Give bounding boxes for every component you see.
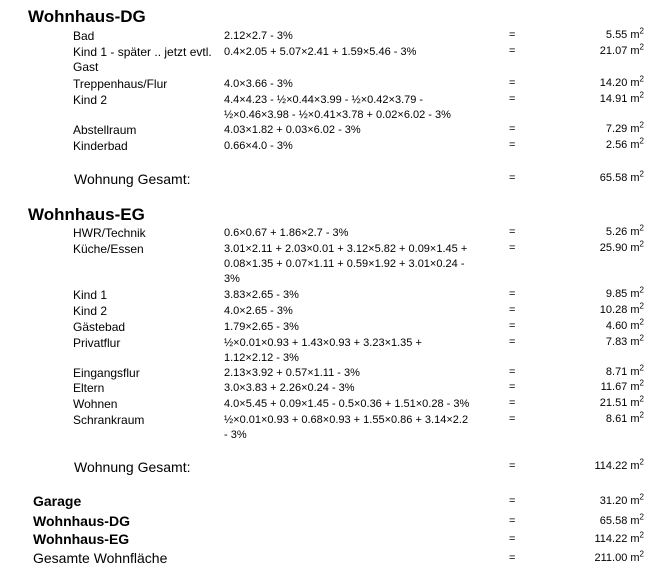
room-area-value: 10.28 $m^2$ — [599, 301, 644, 316]
room-area-value: 4.60 $m^2$ — [605, 317, 644, 332]
summary-label: Wohnhaus-EG — [33, 531, 130, 547]
summary-value: 65.58 $m^2$ — [599, 512, 644, 527]
equals-sign: = — [509, 77, 516, 89]
room-label: Küche/Essen — [73, 242, 144, 256]
room-label: Treppenhaus/Flur — [73, 77, 168, 91]
room-area-value: 2.56 $m^2$ — [605, 136, 644, 151]
room-calculation: ½×0.46×3.98 - ½×0.41×3.78 + 0.02×6.02 - 3% — [224, 109, 451, 121]
room-label: Schrankraum — [73, 413, 145, 427]
room-calculation: 3.01×2.11 + 2.03×0.01 + 3.12×5.82 + 0.09×1.45 + — [224, 243, 468, 255]
room-label: Gästebad — [73, 320, 126, 334]
room-area-value: 5.55 $m^2$ — [605, 26, 644, 41]
room-area-value: 11.67 $m^2$ — [600, 378, 644, 393]
room-calculation: 4.0×2.65 - 3% — [224, 305, 293, 317]
room-calculation: - 3% — [224, 429, 247, 441]
room-label: Eingangsflur — [73, 366, 140, 380]
room-calculation: 3.83×2.65 - 3% — [224, 289, 299, 301]
room-calculation: 2.13×3.92 + 0.57×1.11 - 3% — [224, 367, 360, 379]
room-calculation: 0.4×2.05 + 5.07×2.41 + 1.59×5.46 - 3% — [224, 46, 417, 58]
room-area-value: 14.91 $m^2$ — [599, 90, 644, 105]
room-label: Abstellraum — [73, 123, 137, 137]
room-label: Kind 2 — [73, 304, 108, 318]
equals-sign: = — [509, 413, 516, 425]
dg-total-equals: = — [509, 172, 516, 184]
room-calculation: 1.12×2.12 - 3% — [224, 352, 299, 364]
room-area-value: 5.26 $m^2$ — [605, 223, 644, 238]
equals-sign: = — [509, 29, 516, 41]
room-label: Wohnen — [73, 397, 118, 411]
equals-sign: = — [509, 366, 516, 378]
room-calculation: 4.0×5.45 + 0.09×1.45 - 0.5×0.36 + 1.51×0.28 - 3% — [224, 398, 470, 410]
room-calculation: 1.79×2.65 - 3% — [224, 321, 299, 333]
equals-sign: = — [509, 397, 516, 409]
dg-total-label: Wohnung Gesamt: — [74, 171, 191, 187]
room-label: Kind 1 — [73, 288, 108, 302]
room-label: Kind 1 - später .. jetzt evtl. Gast — [73, 45, 212, 74]
equals-sign: = — [509, 320, 516, 332]
room-area-value: 9.85 $m^2$ — [605, 285, 644, 300]
summary-label: Garage — [33, 493, 82, 509]
room-label: Kind 2 — [73, 93, 108, 107]
eg-total-equals: = — [509, 460, 516, 472]
equals-sign: = — [509, 495, 516, 507]
equals-sign: = — [509, 533, 516, 545]
room-area-value: 7.83 $m^2$ — [605, 333, 644, 348]
equals-sign: = — [509, 515, 516, 527]
room-label: Privatflur — [73, 336, 121, 350]
summary-value: 31.20 $m^2$ — [599, 492, 644, 507]
equals-sign: = — [509, 242, 516, 254]
eg-total-value: 114.22 $m^2$ — [594, 457, 644, 472]
equals-sign: = — [509, 336, 516, 348]
summary-label: Wohnhaus-DG — [33, 513, 130, 529]
room-label: HWR/Technik — [73, 226, 146, 240]
summary-label: Gesamte Wohnfläche — [33, 550, 168, 566]
equals-sign: = — [509, 381, 516, 393]
room-calculation: 2.12×2.7 - 3% — [224, 30, 293, 42]
equals-sign: = — [509, 288, 516, 300]
equals-sign: = — [509, 226, 516, 238]
room-calculation: 0.6×0.67 + 1.86×2.7 - 3% — [224, 227, 349, 239]
equals-sign: = — [509, 93, 516, 105]
room-area-value: 21.07 $m^2$ — [599, 42, 644, 57]
room-calculation: 3.0×3.83 + 2.26×0.24 - 3% — [224, 382, 355, 394]
room-label: Kinderbad — [73, 139, 128, 153]
room-calculation: 4.4×4.23 - ½×0.44×3.99 - ½×0.42×3.79 - — [224, 94, 424, 106]
room-area-value: 14.20 $m^2$ — [599, 74, 644, 89]
room-calculation: 0.66×4.0 - 3% — [224, 140, 293, 152]
room-area-value: 21.51 $m^2$ — [599, 394, 644, 409]
section-title-eg: Wohnhaus-EG — [28, 205, 145, 224]
room-calculation: ½×0.01×0.93 + 0.68×0.93 + 1.55×0.86 + 3.14×2.2 — [224, 414, 469, 426]
room-label: Eltern — [73, 381, 105, 395]
room-label: Bad — [73, 29, 95, 43]
room-area-value: 8.61 $m^2$ — [605, 410, 644, 425]
equals-sign: = — [509, 552, 516, 564]
room-area-value: 25.90 $m^2$ — [599, 239, 644, 254]
equals-sign: = — [509, 139, 516, 151]
summary-value: 114.22 $m^2$ — [594, 530, 644, 545]
summary-value: 211.00 $m^2$ — [594, 549, 644, 564]
eg-total-label: Wohnung Gesamt: — [74, 459, 191, 475]
room-calculation: 4.03×1.82 + 0.03×6.02 - 3% — [224, 124, 361, 136]
room-calculation: 3% — [224, 273, 240, 285]
room-calculation: 0.08×1.35 + 0.07×1.11 + 0.59×1.92 + 3.01×0.24 - — [224, 258, 465, 270]
room-calculation: ½×0.01×0.93 + 1.43×0.93 + 3.23×1.35 + — [224, 337, 422, 349]
section-title-dg: Wohnhaus-DG — [28, 7, 146, 26]
equals-sign: = — [509, 45, 516, 57]
room-area-value: 8.71 $m^2$ — [605, 363, 644, 378]
room-area-value: 7.29 $m^2$ — [605, 120, 644, 135]
room-calculation: 4.0×3.66 - 3% — [224, 78, 293, 90]
dg-total-value: 65.58 $m^2$ — [599, 169, 644, 184]
equals-sign: = — [509, 304, 516, 316]
equals-sign: = — [509, 123, 516, 135]
